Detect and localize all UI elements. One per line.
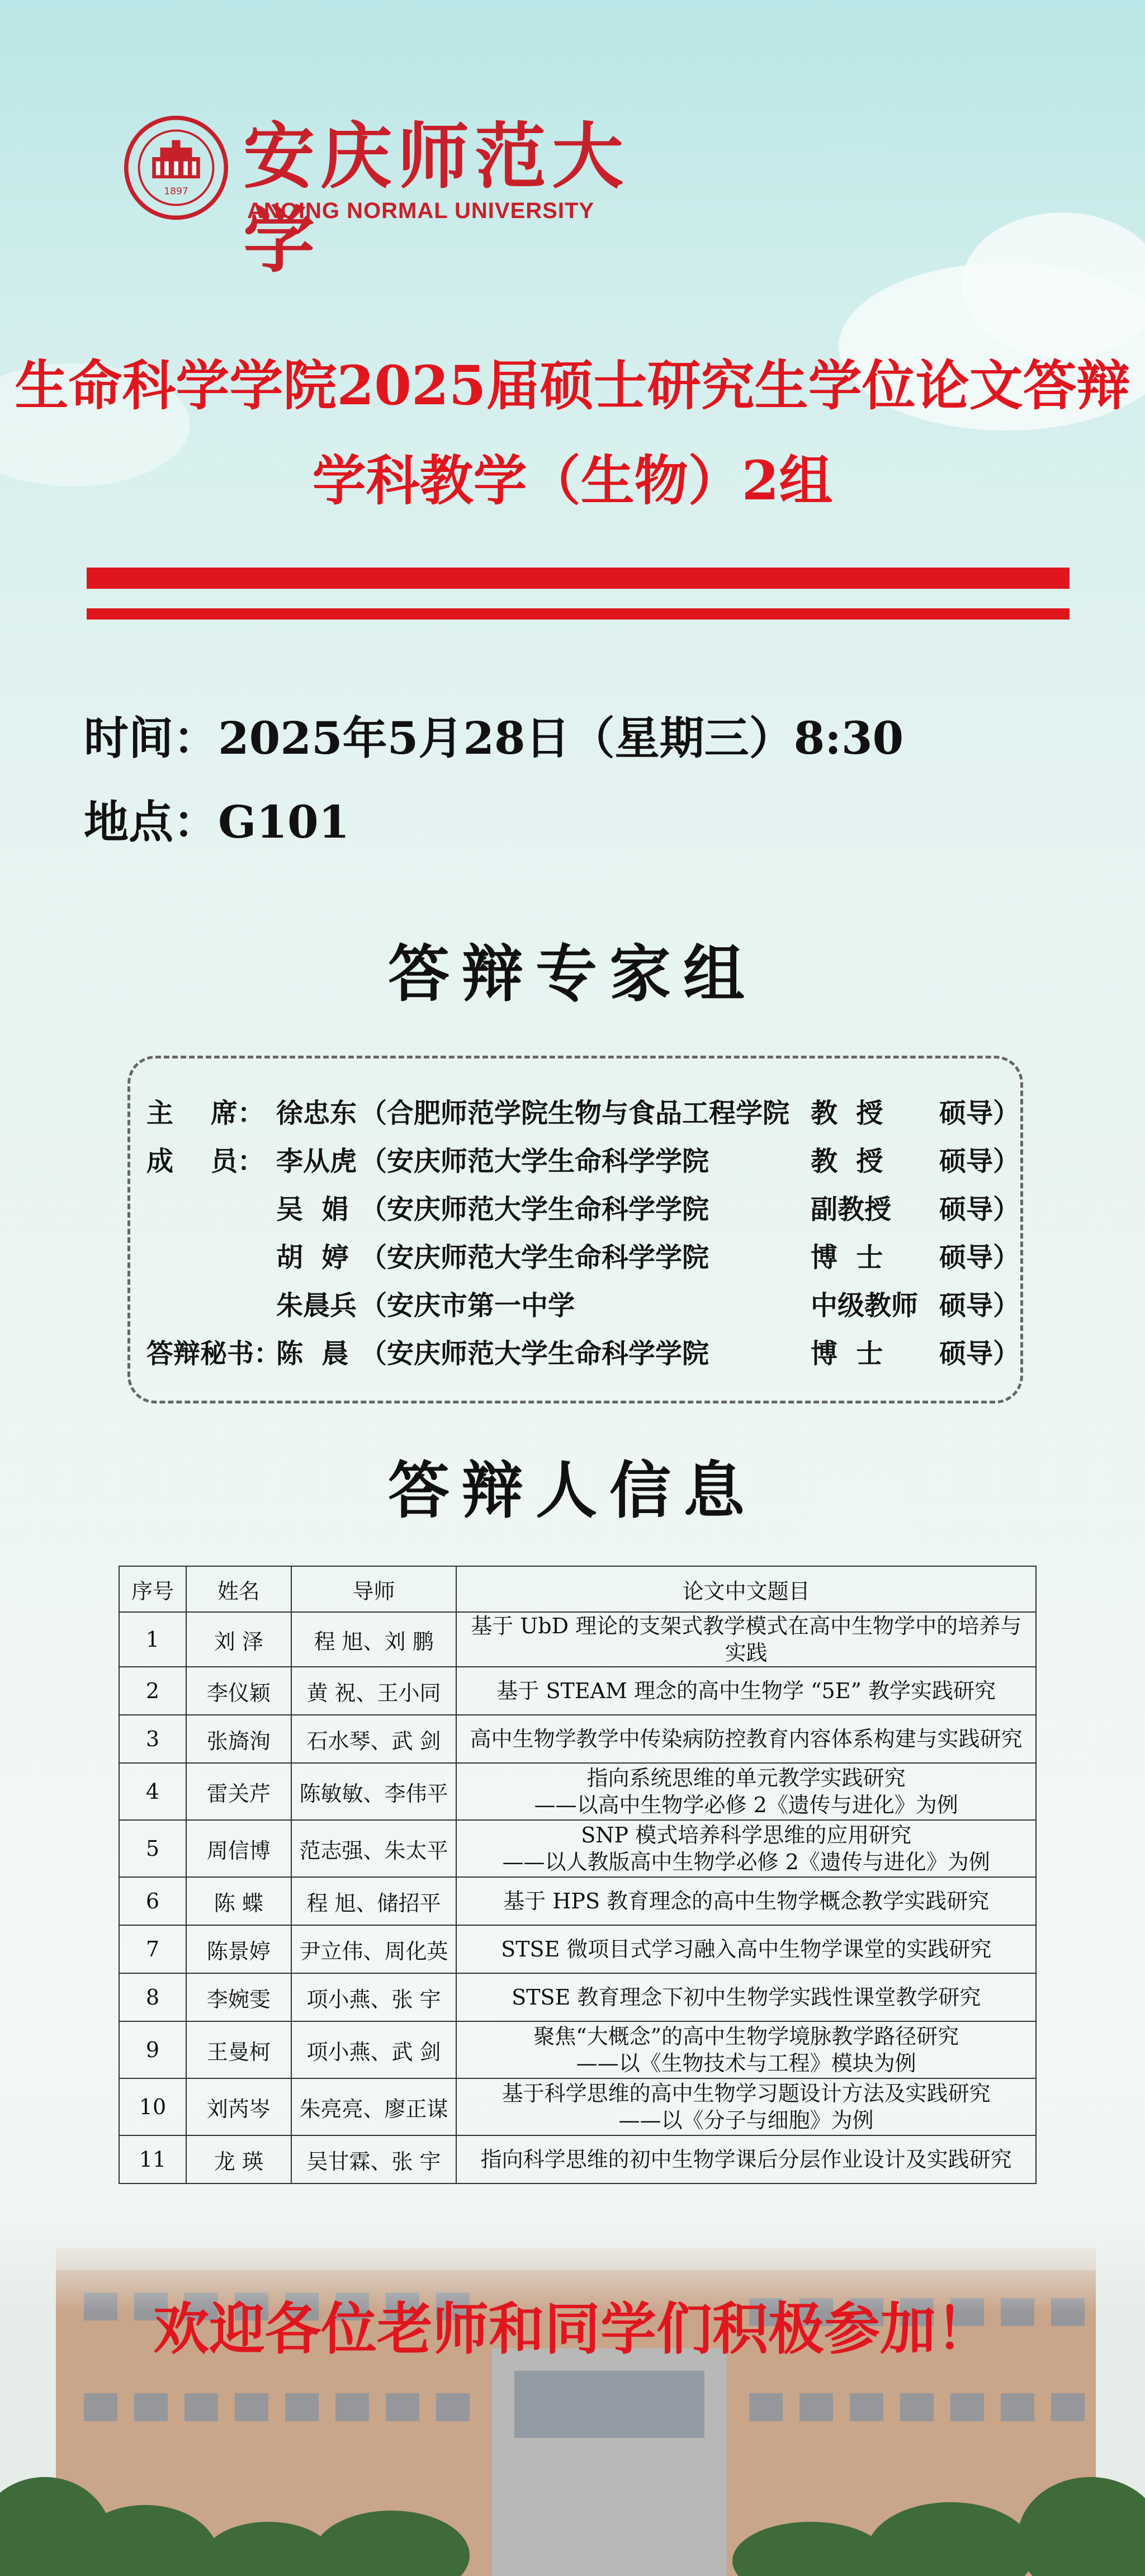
cell-topic	[456, 1667, 1036, 1715]
expert-unit: （安庆市第一中学	[360, 1290, 575, 1321]
expert-supervisor: 硕导）	[939, 1242, 1020, 1273]
expert-name: 李从虎	[276, 1146, 357, 1177]
table-row	[119, 2078, 1036, 2135]
cell-no: 2	[119, 1667, 186, 1715]
topic-line: SNP 模式培养科学思维的应用研究	[581, 1823, 912, 1847]
expert-title: 博 士	[811, 1242, 883, 1273]
campus-building-image	[0, 2225, 1145, 2576]
cell-name: 陈 蝶	[186, 1877, 291, 1925]
cell-name: 雷关芹	[186, 1763, 291, 1820]
expert-row	[146, 1137, 1019, 1185]
page-title: 生命科学学院2025届硕士研究生学位论文答辩	[15, 354, 1130, 417]
divider	[87, 568, 1070, 589]
cell-name: 刘 泽	[186, 1612, 291, 1667]
cell-no: 8	[119, 1973, 186, 2021]
cell-topic	[456, 2078, 1036, 2135]
cell-advisor: 程 旭、刘 鹏	[291, 1612, 457, 1667]
time-value: 2025年5月28日（星期三）8:30	[218, 712, 904, 764]
cell-no: 4	[119, 1763, 186, 1820]
cell-name: 王曼柯	[186, 2021, 291, 2078]
expert-supervisor: 硕导）	[939, 1098, 1020, 1129]
table-row	[119, 1925, 1036, 1973]
column-header-topic: 论文中文题目	[456, 1566, 1036, 1612]
expert-panel-heading: 答辩专家组	[388, 938, 757, 1010]
page-subtitle: 学科教学（生物）2组	[312, 449, 833, 512]
cell-topic	[456, 1877, 1036, 1925]
expert-supervisor: 硕导）	[939, 1146, 1020, 1177]
expert-name: 陈 晨	[276, 1338, 349, 1369]
table-row	[119, 2135, 1036, 2183]
expert-unit: （安庆师范大学生命科学学院	[360, 1242, 709, 1273]
cell-name: 陈景婷	[186, 1925, 291, 1973]
cell-no: 11	[119, 2135, 186, 2183]
topic-line: 聚焦“大概念”的高中生物学境脉教学路径研究	[533, 2024, 959, 2049]
cell-advisor: 朱亮亮、廖正谋	[291, 2078, 457, 2135]
topic-subline: ——以《分子与细胞》为例	[618, 2108, 874, 2133]
cell-topic	[456, 1973, 1036, 2021]
welcome-banner: 欢迎各位老师和同学们积极参加！	[153, 2296, 992, 2362]
expert-role: 成 员：	[146, 1146, 264, 1177]
expert-unit: （安庆师范大学生命科学学院	[360, 1146, 709, 1177]
university-name-en: ANQING NORMAL UNIVERSITY	[247, 198, 595, 223]
table-row	[119, 1820, 1036, 1877]
table-header-row	[119, 1566, 1036, 1612]
expert-title: 博 士	[811, 1338, 883, 1369]
expert-unit: （安庆师范大学生命科学学院	[360, 1194, 709, 1225]
cell-name: 张旖洵	[186, 1715, 291, 1763]
cell-topic	[456, 1612, 1036, 1667]
expert-name: 吴 娟	[276, 1194, 349, 1225]
place-value: G101	[218, 796, 350, 848]
cell-no: 3	[119, 1715, 186, 1763]
speakers-table	[119, 1566, 1037, 2184]
topic-line: 基于科学思维的高中生物学习题设计方法及实践研究	[501, 2081, 991, 2106]
cell-advisor: 黄 祝、王小同	[291, 1667, 457, 1715]
cell-topic	[456, 1715, 1036, 1763]
divider	[87, 608, 1070, 620]
topic-line: 指向系统思维的单元教学实践研究	[586, 1766, 906, 1790]
topic-line: 指向科学思维的初中生物学课后分层作业设计及实践研究	[480, 2147, 1012, 2172]
cell-name: 李婉雯	[186, 1973, 291, 2021]
table-row	[119, 1877, 1036, 1925]
cell-advisor: 石水琴、武 剑	[291, 1715, 457, 1763]
expert-role: 主 席：	[146, 1098, 264, 1129]
university-name-cn: 安庆师范大学	[243, 115, 630, 282]
expert-supervisor: 硕导）	[939, 1338, 1020, 1369]
expert-row	[146, 1089, 1019, 1137]
expert-row	[146, 1330, 1019, 1378]
place-label: 地点：	[84, 796, 218, 848]
cell-advisor: 陈敏敏、李伟平	[291, 1763, 457, 1820]
cell-no: 6	[119, 1877, 186, 1925]
cell-name: 李仪颖	[186, 1667, 291, 1715]
table-row	[119, 1763, 1036, 1820]
expert-unit: （合肥师范学院生物与食品工程学院	[360, 1098, 790, 1129]
expert-row	[146, 1282, 1019, 1330]
cell-topic	[456, 1763, 1036, 1820]
expert-supervisor: 硕导）	[939, 1194, 1020, 1225]
cell-topic	[456, 2135, 1036, 2183]
table-row	[119, 1667, 1036, 1715]
expert-title: 中级教师	[811, 1290, 919, 1321]
expert-name: 徐忠东	[276, 1098, 357, 1129]
topic-subline: ——以《生物技术与工程》模块为例	[576, 2051, 916, 2076]
expert-name: 朱晨兵	[276, 1290, 357, 1321]
cell-no: 9	[119, 2021, 186, 2078]
cell-name: 刘芮岑	[186, 2078, 291, 2135]
topic-subline: ——以高中生物学必修 2《遗传与进化》为例	[534, 1793, 958, 1817]
cell-name: 周信博	[186, 1820, 291, 1877]
place-info	[84, 794, 349, 850]
cell-topic	[456, 1925, 1036, 1973]
cell-no: 5	[119, 1820, 186, 1877]
topic-line: 高中生物学教学中传染病防控教育内容体系构建与实践研究	[470, 1727, 1023, 1751]
cell-name: 龙 瑛	[186, 2135, 291, 2183]
university-seal-icon	[123, 115, 229, 221]
cell-advisor: 范志强、朱太平	[291, 1820, 457, 1877]
speakers-heading: 答辩人信息	[388, 1454, 757, 1526]
expert-name: 胡 婷	[276, 1242, 349, 1273]
column-header-name: 姓名	[186, 1566, 291, 1612]
cell-no: 7	[119, 1925, 186, 1973]
table-row	[119, 1715, 1036, 1763]
topic-line: 基于 HPS 教育理念的高中生物学概念教学实践研究	[503, 1889, 990, 1913]
expert-title: 教 授	[811, 1146, 883, 1177]
table-row	[119, 1612, 1036, 1667]
cell-no: 10	[119, 2078, 186, 2135]
column-header-advisor: 导师	[291, 1566, 457, 1612]
expert-title: 教 授	[811, 1098, 883, 1129]
table-row	[119, 1973, 1036, 2021]
cell-advisor: 项小燕、张 宇	[291, 1973, 457, 2021]
topic-line: STSE 微项目式学习融入高中生物学课堂的实践研究	[501, 1937, 992, 1961]
cell-topic	[456, 2021, 1036, 2078]
cell-no: 1	[119, 1612, 186, 1667]
table-row	[119, 2021, 1036, 2078]
cell-advisor: 程 旭、储招平	[291, 1877, 457, 1925]
time-info	[84, 710, 903, 766]
cell-topic	[456, 1820, 1036, 1877]
column-header-no: 序号	[119, 1566, 186, 1612]
time-label: 时间：	[84, 712, 218, 764]
cell-advisor: 尹立伟、周化英	[291, 1925, 457, 1973]
expert-unit: （安庆师范大学生命科学学院	[360, 1338, 709, 1369]
cell-advisor: 项小燕、武 剑	[291, 2021, 457, 2078]
expert-row	[146, 1233, 1019, 1282]
expert-supervisor: 硕导）	[939, 1290, 1020, 1321]
topic-line: STSE 教育理念下初中生物学实践性课堂教学研究	[512, 1985, 981, 2010]
topic-line: 基于 UbD 理论的支架式教学模式在高中生物学中的培养与实践	[471, 1614, 1022, 1665]
svg-text:1897: 1897	[164, 186, 188, 197]
expert-row	[146, 1185, 1019, 1233]
university-logo	[123, 115, 660, 282]
expert-title: 副教授	[811, 1194, 892, 1225]
cell-advisor: 吴甘霖、张 宇	[291, 2135, 457, 2183]
expert-role: 答辩秘书：	[146, 1338, 281, 1369]
topic-line: 基于 STEAM 理念的高中生物学 “5E” 教学实践研究	[496, 1679, 996, 1703]
topic-subline: ——以人教版高中生物学必修 2《遗传与进化》为例	[502, 1850, 990, 1874]
